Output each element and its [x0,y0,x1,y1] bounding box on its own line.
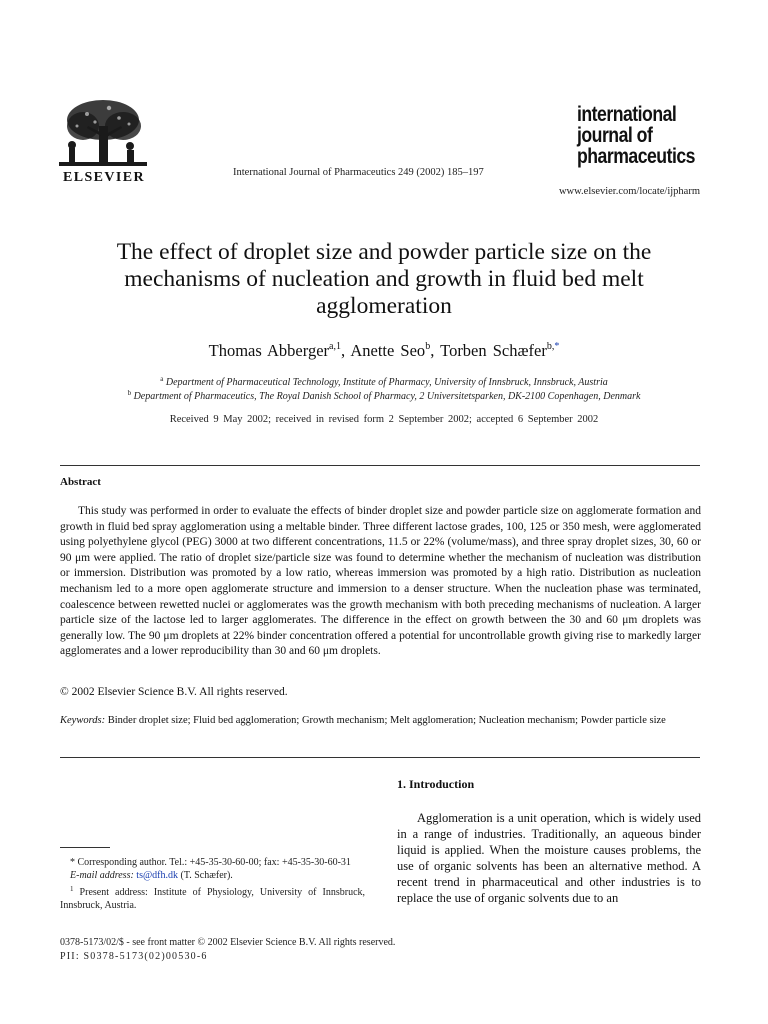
footnote-email [60,869,365,882]
received-dates: Received 9 May 2002; received in revised form 2 September 2002; accepted 6 September 2002 [169,414,599,425]
publisher-name: ELSEVIER [62,170,145,185]
wordmark-line: pharmaceutics [577,145,695,168]
keywords [60,714,701,729]
issn-line: 0378-5173/02/$ - see front matter © 2002 Elsevier Science B.V. All rights reserved. [60,937,396,948]
affiliation-text: Department of Pharmaceutical Technology, Institute of Pharmacy, University of Innsbruck, Innsbruck, Austria [165,377,608,388]
keywords-label: Keywords: [60,715,106,726]
footnote-text: Present address: Institute of Physiology, University of Innsbruck, Innsbruck, Austria. [60,886,366,912]
author-name: Torben Schæfer [440,341,547,360]
affiliation [60,375,708,388]
email-label: E-mail address: [70,870,134,882]
footnotes [60,856,365,913]
introduction-body: Agglomeration is a unit operation, which is widely used in a range of industries. Traditionally, an aqueous binder liquid is applied. When the moisture causes problems, the use of organic solvents has been an alternative method. A recent trend in pharmaceutical and other industries is to replace the use of organic solvents due to an [397,811,701,905]
abstract-body: This study was performed in order to evaluate the effects of binder droplet size and powder particle size on agglomerate formation and growth in fluid bed spray agglomeration using a meltable binder. Three different lactose grades, 100, 125 or 350 mesh, were agglomerated using polyethylene glycol (PEG) 3000 at two different concentrations, 11.5 or 22% (volume/mass), and three spray droplet sizes, 30, 60 or 90 μm were applied. The ratio of droplet size/particle size was found to determine whether the mechanism of nucleation was distribution or immersion. Distribution was promoted by a low ratio, whereas immersion was promoted by a high ratio. Distribution as nucleation mechanism led to a more open agglomerate structure and immersion to a denser structure. When the nucleation phase was terminated, coalescence between rewetted nuclei or agglomerates was the growth mechanism with both preceding mechanisms of nucleation. A larger particle size of the lactose led to larger agglomerates. The difference in the effect on growth between the 30 and 60 μm droplets was generally low. The 90 μm droplets at 22% binder concentration offered a potential for uncontrollable growth giving rise to markedly larger agglomerates and a lower reproducibility than 30 and 60 μm droplets. [60,505,701,658]
divider [60,757,700,758]
journal-wordmark [577,103,695,168]
affiliation-text: Department of Pharmaceutics, The Royal Danish School of Pharmacy, 2 Universitetsparken, DK-2100 Copenhagen, Denmark [133,391,641,402]
section-heading: 1. Introduction [397,777,475,791]
wordmark-line: international [577,103,677,126]
affiliation-mark: b [127,389,132,397]
abstract-heading: Abstract [60,476,101,488]
page-footer [60,936,395,963]
footnote-divider [60,847,110,848]
author-affil-mark: a,1 [329,341,341,352]
abstract-copyright: © 2002 Elsevier Science B.V. All rights reserved. [60,686,288,698]
affiliation-mark: a [160,375,164,383]
author-affil-mark: b [425,341,431,352]
author-name: Thomas Abberger [208,341,330,360]
email-owner: (T. Schæfer). [178,870,233,882]
footnote-corresponding: * Corresponding author. Tel.: +45-35-30-60-00; fax: +45-35-30-60-31 [70,857,351,868]
email-link[interactable]: ts@dfh.dk [136,870,179,882]
journal-url[interactable]: www.elsevier.com/locate/ijpharm [558,186,700,197]
wordmark-line: journal of [577,124,653,147]
footnote-mark: 1 [70,884,74,893]
keywords-text: Binder droplet size; Fluid bed agglomeration; Growth mechanism; Melt agglomeration; Nucleation mechanism; Powder particle size [107,715,666,726]
journal-citation: International Journal of Pharmaceutics 249 (2002) 185–197 [233,167,484,178]
corresponding-author-link[interactable]: * [554,341,560,352]
author-name: Anette Seo [350,341,426,360]
author-affil-mark: b,* [546,341,560,352]
article-title: The effect of droplet size and powder particle size on the mechanisms of nucleation and growth in fluid bed melt agglomeration [116,239,652,319]
affiliation [60,389,708,402]
divider [60,465,700,466]
footnote-present-address [60,883,365,913]
pii-line: PII: S0378-5173(02)00530-6 [60,950,208,962]
author-list: Thomas Abberger$^{a,1}$, Anette Seo$^b$, Torben Schæfer$^{b,*}$ [208,341,560,360]
